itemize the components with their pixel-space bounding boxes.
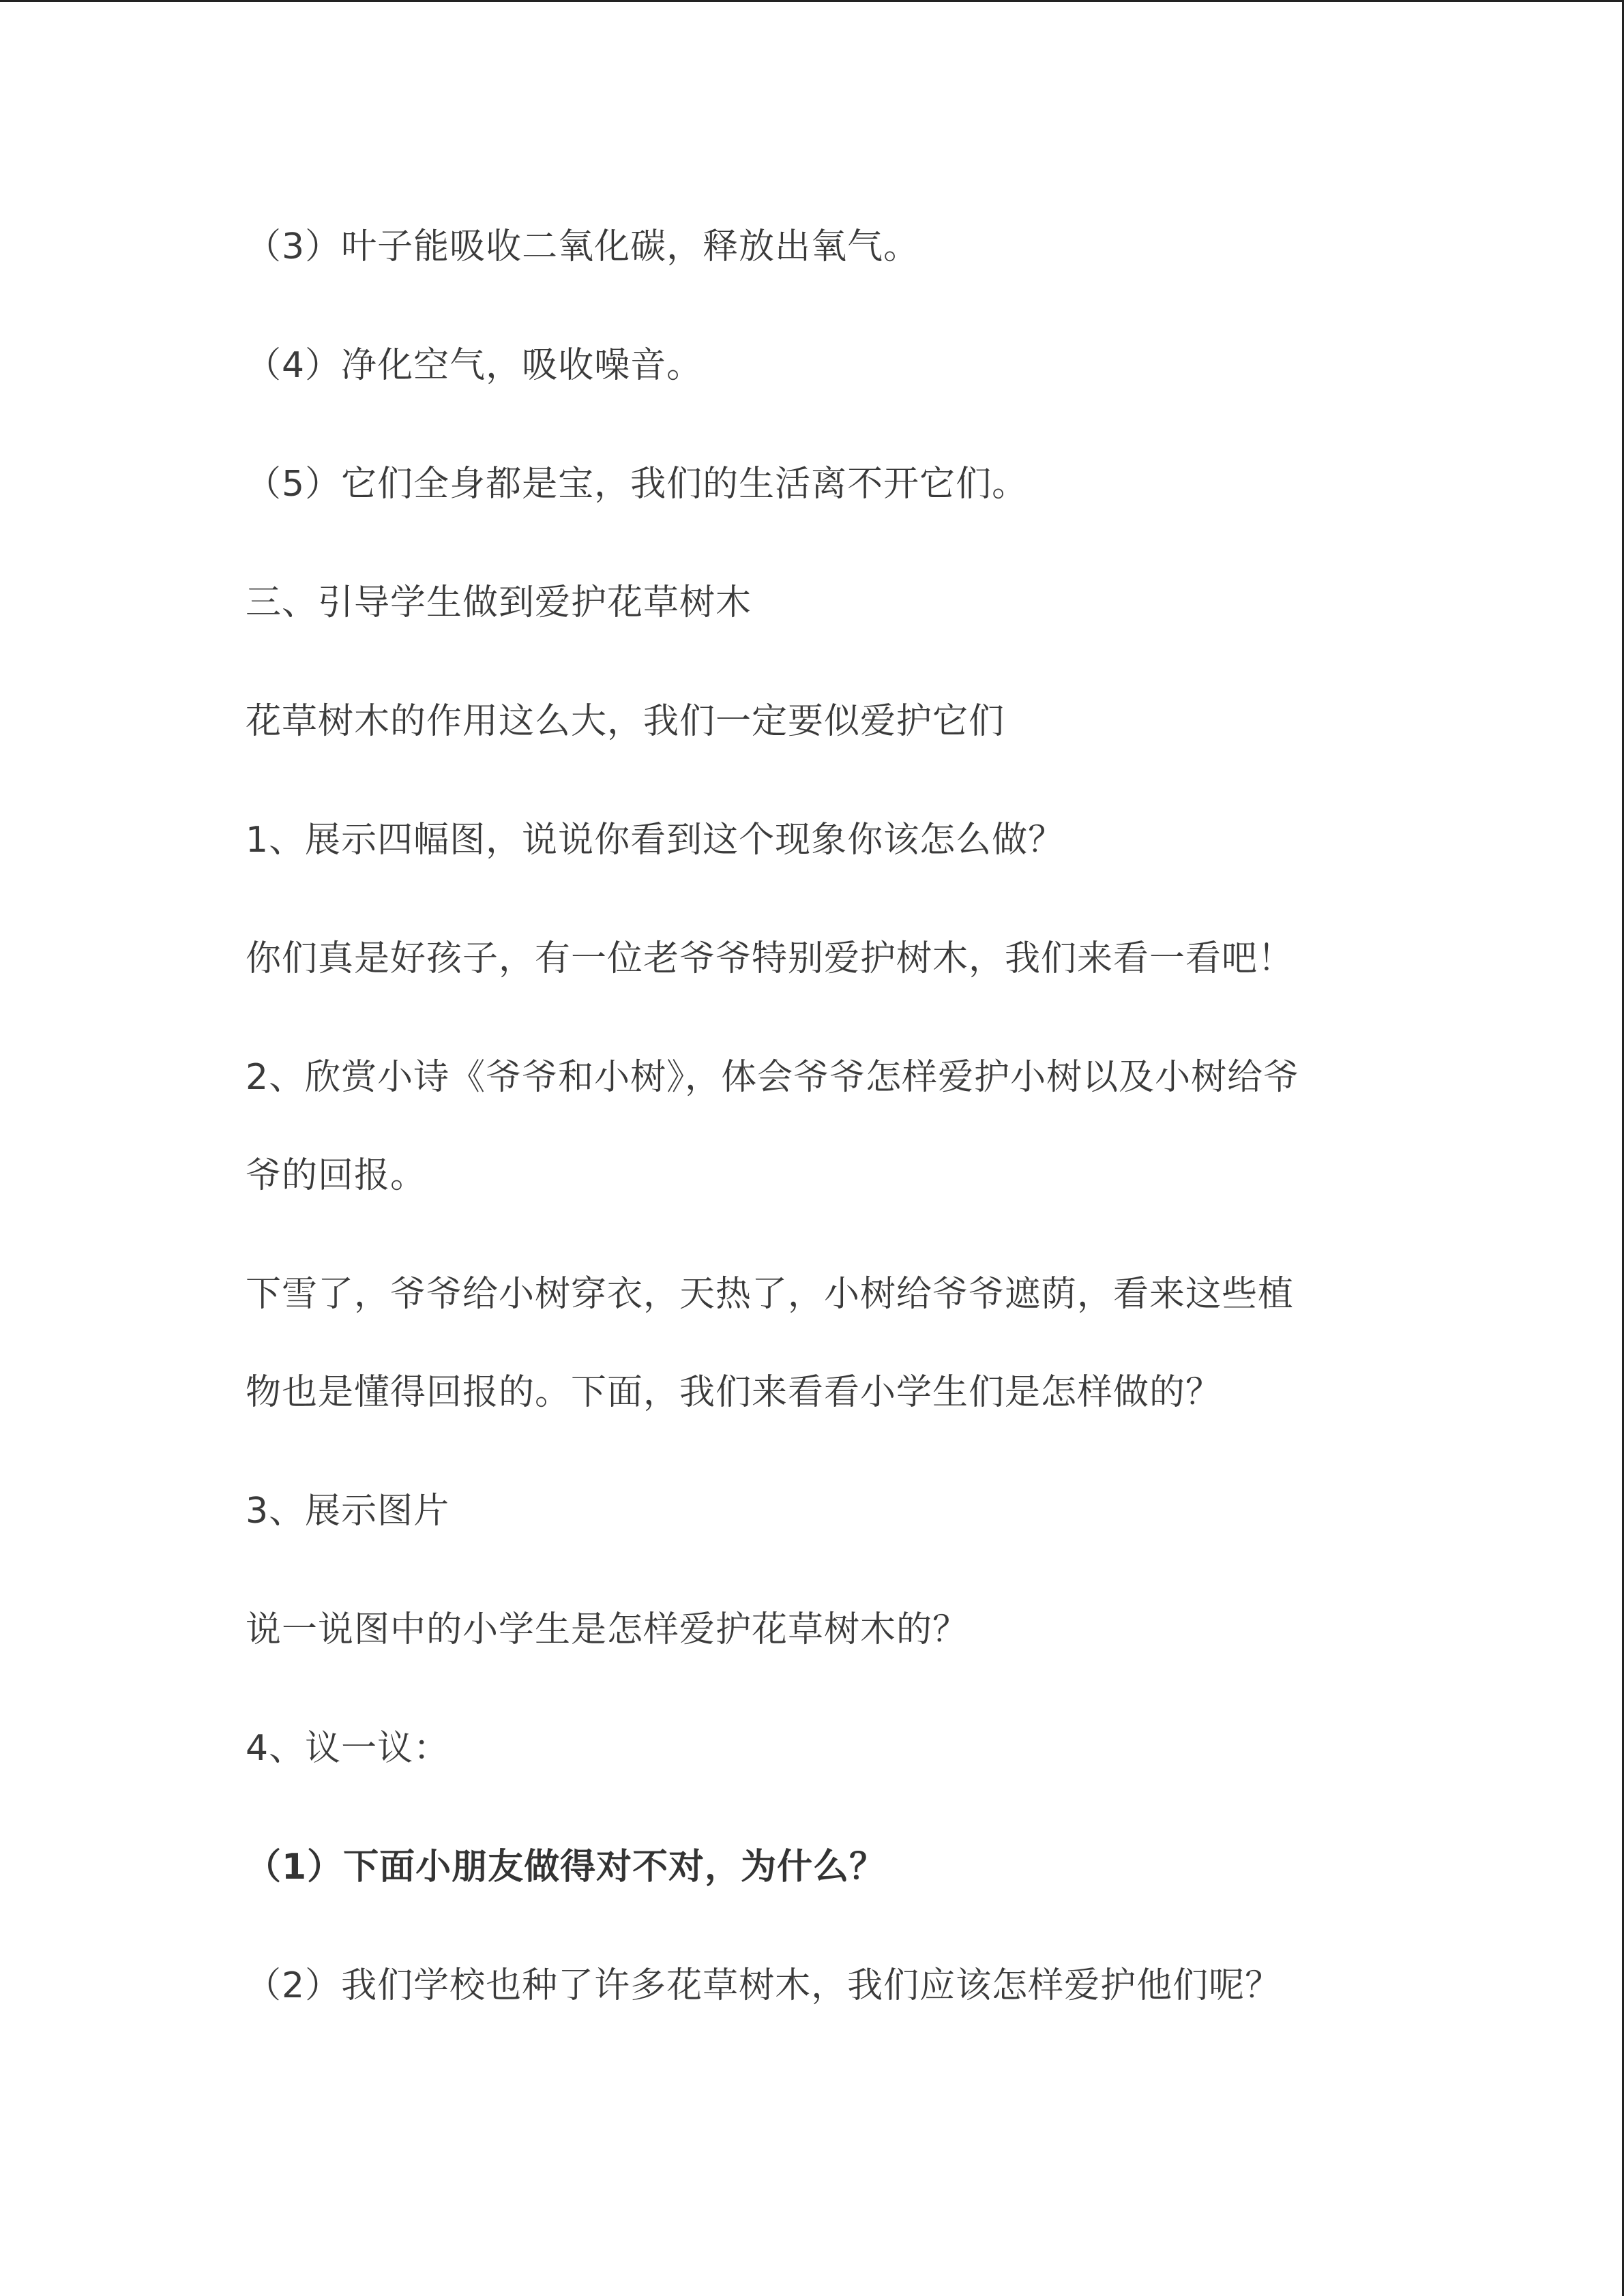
text-line-question-2: （2）我们学校也种了许多花草树木，我们应该怎样爱护他们呢？ [246, 1965, 1282, 2006]
text-line-snow: 下雪了，爷爷给小树穿衣，天热了，小树给爷爷遮荫，看来这些植 [246, 1274, 1295, 1315]
page-top-border [0, 0, 1624, 2]
text-line-good-kids: 你们真是好孩子，有一位老爷爷特别爱护树木，我们来看一看吧！ [246, 938, 1295, 979]
text-line-item-2-cont: 爷的回报。 [246, 1155, 427, 1196]
text-line-purify-air: （4）净化空气，吸收噪音。 [246, 345, 703, 386]
text-line-question-1: （1）下面小朋友做得对不对，为什么？ [246, 1847, 886, 1888]
text-line-item-1: 1、展示四幅图，说说你看到这个现象你该怎么做？ [246, 820, 1065, 861]
text-line-item-2: 2、欣赏小诗《爷爷和小树》，体会爷爷怎样爱护小树以及小树给爷 [246, 1057, 1300, 1098]
text-line-all-treasure: （5）它们全身都是宝，我们的生活离不开它们。 [246, 464, 1029, 505]
text-line-leaf-function: （3）叶子能吸收二氧化碳，释放出氧气。 [246, 226, 920, 267]
text-line-say: 说一说图中的小学生是怎样爱护花草树木的？ [246, 1609, 969, 1650]
text-line-item-3: 3、展示图片 [246, 1491, 450, 1532]
text-line-item-4: 4、议一议： [246, 1728, 450, 1769]
text-line-role: 花草树木的作用这么大，我们一定要似爱护它们 [246, 701, 1005, 742]
text-line-snow-cont: 物也是懂得回报的。下面，我们来看看小学生们是怎样做的？ [246, 1372, 1222, 1413]
section-heading-3: 三、引导学生做到爱护花草树木 [246, 582, 752, 623]
